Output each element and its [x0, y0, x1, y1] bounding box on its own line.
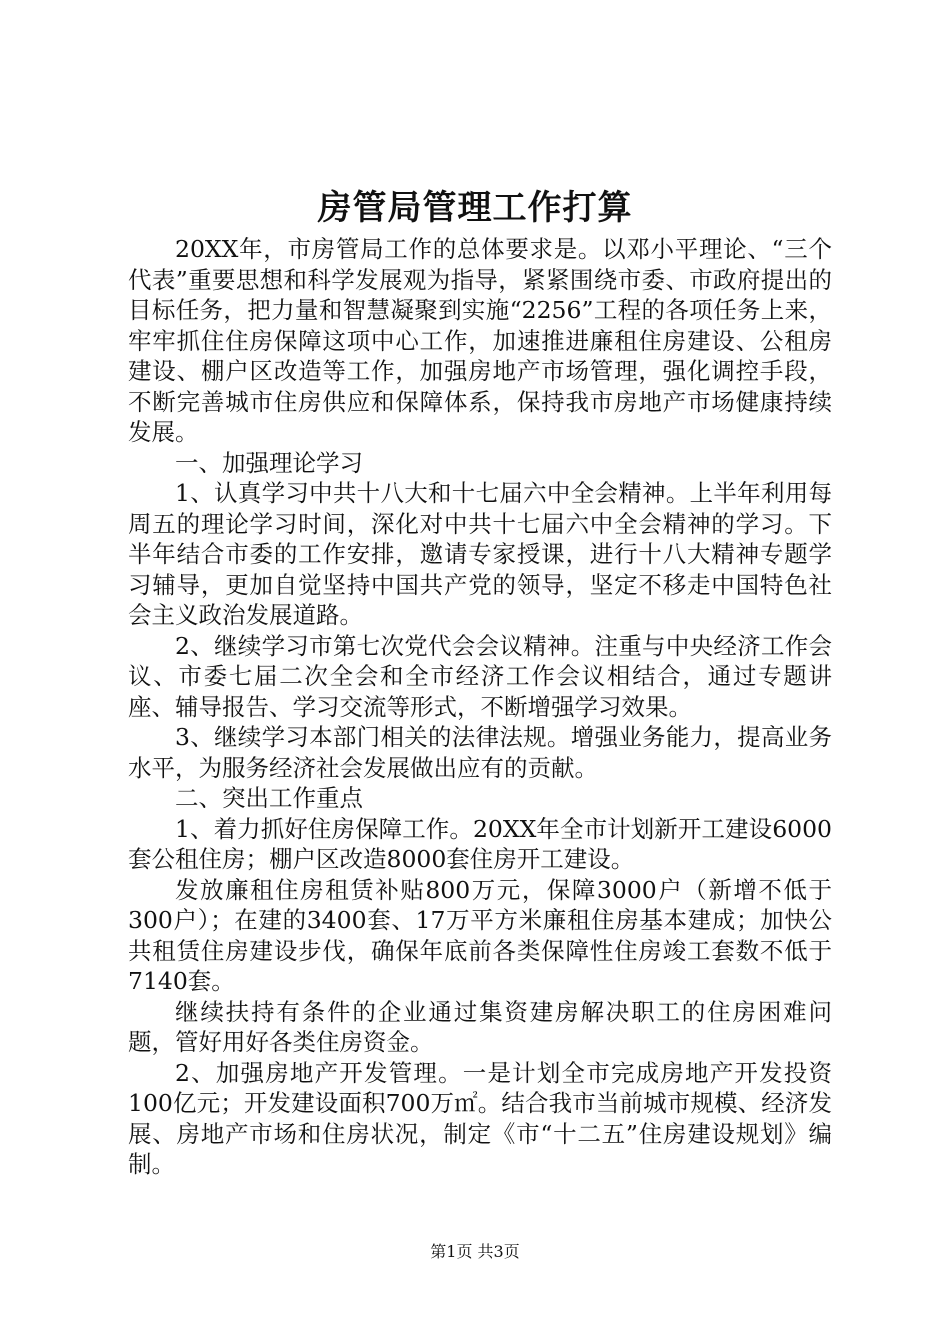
paragraph-priority-1: 1、着力抓好住房保障工作。20XX年全市计划新开工建设6000套公租住房；棚户区改造8000套住房开工建设。 [128, 814, 832, 873]
page-footer: 第1页 共3页 [430, 1242, 520, 1261]
paragraph-theory-3: 3、继续学习本部门相关的法律法规。增强业务能力，提高业务水平，为服务经济社会发展做出应有的贡献。 [128, 723, 832, 782]
paragraph-theory-1: 1、认真学习中共十八大和十七届六中全会精神。上半年利用每周五的理论学习时间，深化对中共十七届六中全会精神的学习。下半年结合市委的工作安排，邀请专家授课，进行十八大精神专题学习辅导，更加自觉坚持中国共产党的领导，坚定不移走中国特色社会主义政治发展道路。 [128, 479, 832, 629]
section-heading-theory: 一、加强理论学习 [175, 448, 363, 477]
paragraph-theory-2: 2、继续学习市第七次党代会会议精神。注重与中央经济工作会议、市委七届二次全会和全市经济工作会议相结合，通过专题讲座、辅导报告、学习交流等形式，不断增强学习效果。 [128, 631, 832, 721]
paragraph-intro: 20XX年，市房管局工作的总体要求是。以邓小平理论、“三个代表”重要思想和科学发展观为指导，紧紧围绕市委、市政府提出的目标任务，把力量和智慧凝聚到实施“2256”工程的各项任务上来，牢牢抓住住房保障这项中心工作，加速推进廉租住房建设、公租房建设、棚户区改造等工作，加强房地产市场管理，强化调控手段，不断完善城市住房供应和保障体系，保持我市房地产市场健康持续发展。 [128, 235, 832, 446]
document-title: 房管局管理工作打算 [317, 188, 633, 228]
paragraph-rent-subsidy: 发放廉租住房租赁补贴800万元，保障3000户（新增不低于300户）；在建的3400套、17万平方米廉租住房基本建成；加快公共租赁住房建设步伐，确保年底前各类保障性住房竣工套数不低于7140套。 [128, 875, 832, 995]
paragraph-enterprise-housing: 继续扶持有条件的企业通过集资建房解决职工的住房困难问题，管好用好各类住房资金。 [128, 997, 832, 1056]
paragraph-priority-2: 2、加强房地产开发管理。一是计划全市完成房地产开发投资100亿元；开发建设面积700万㎡。结合我市当前城市规模、经济发展、房地产市场和住房状况，制定《市“十二五”住房建设规划》编制。 [128, 1058, 832, 1178]
document-body [128, 234, 832, 1180]
section-heading-priorities: 二、突出工作重点 [175, 784, 363, 812]
